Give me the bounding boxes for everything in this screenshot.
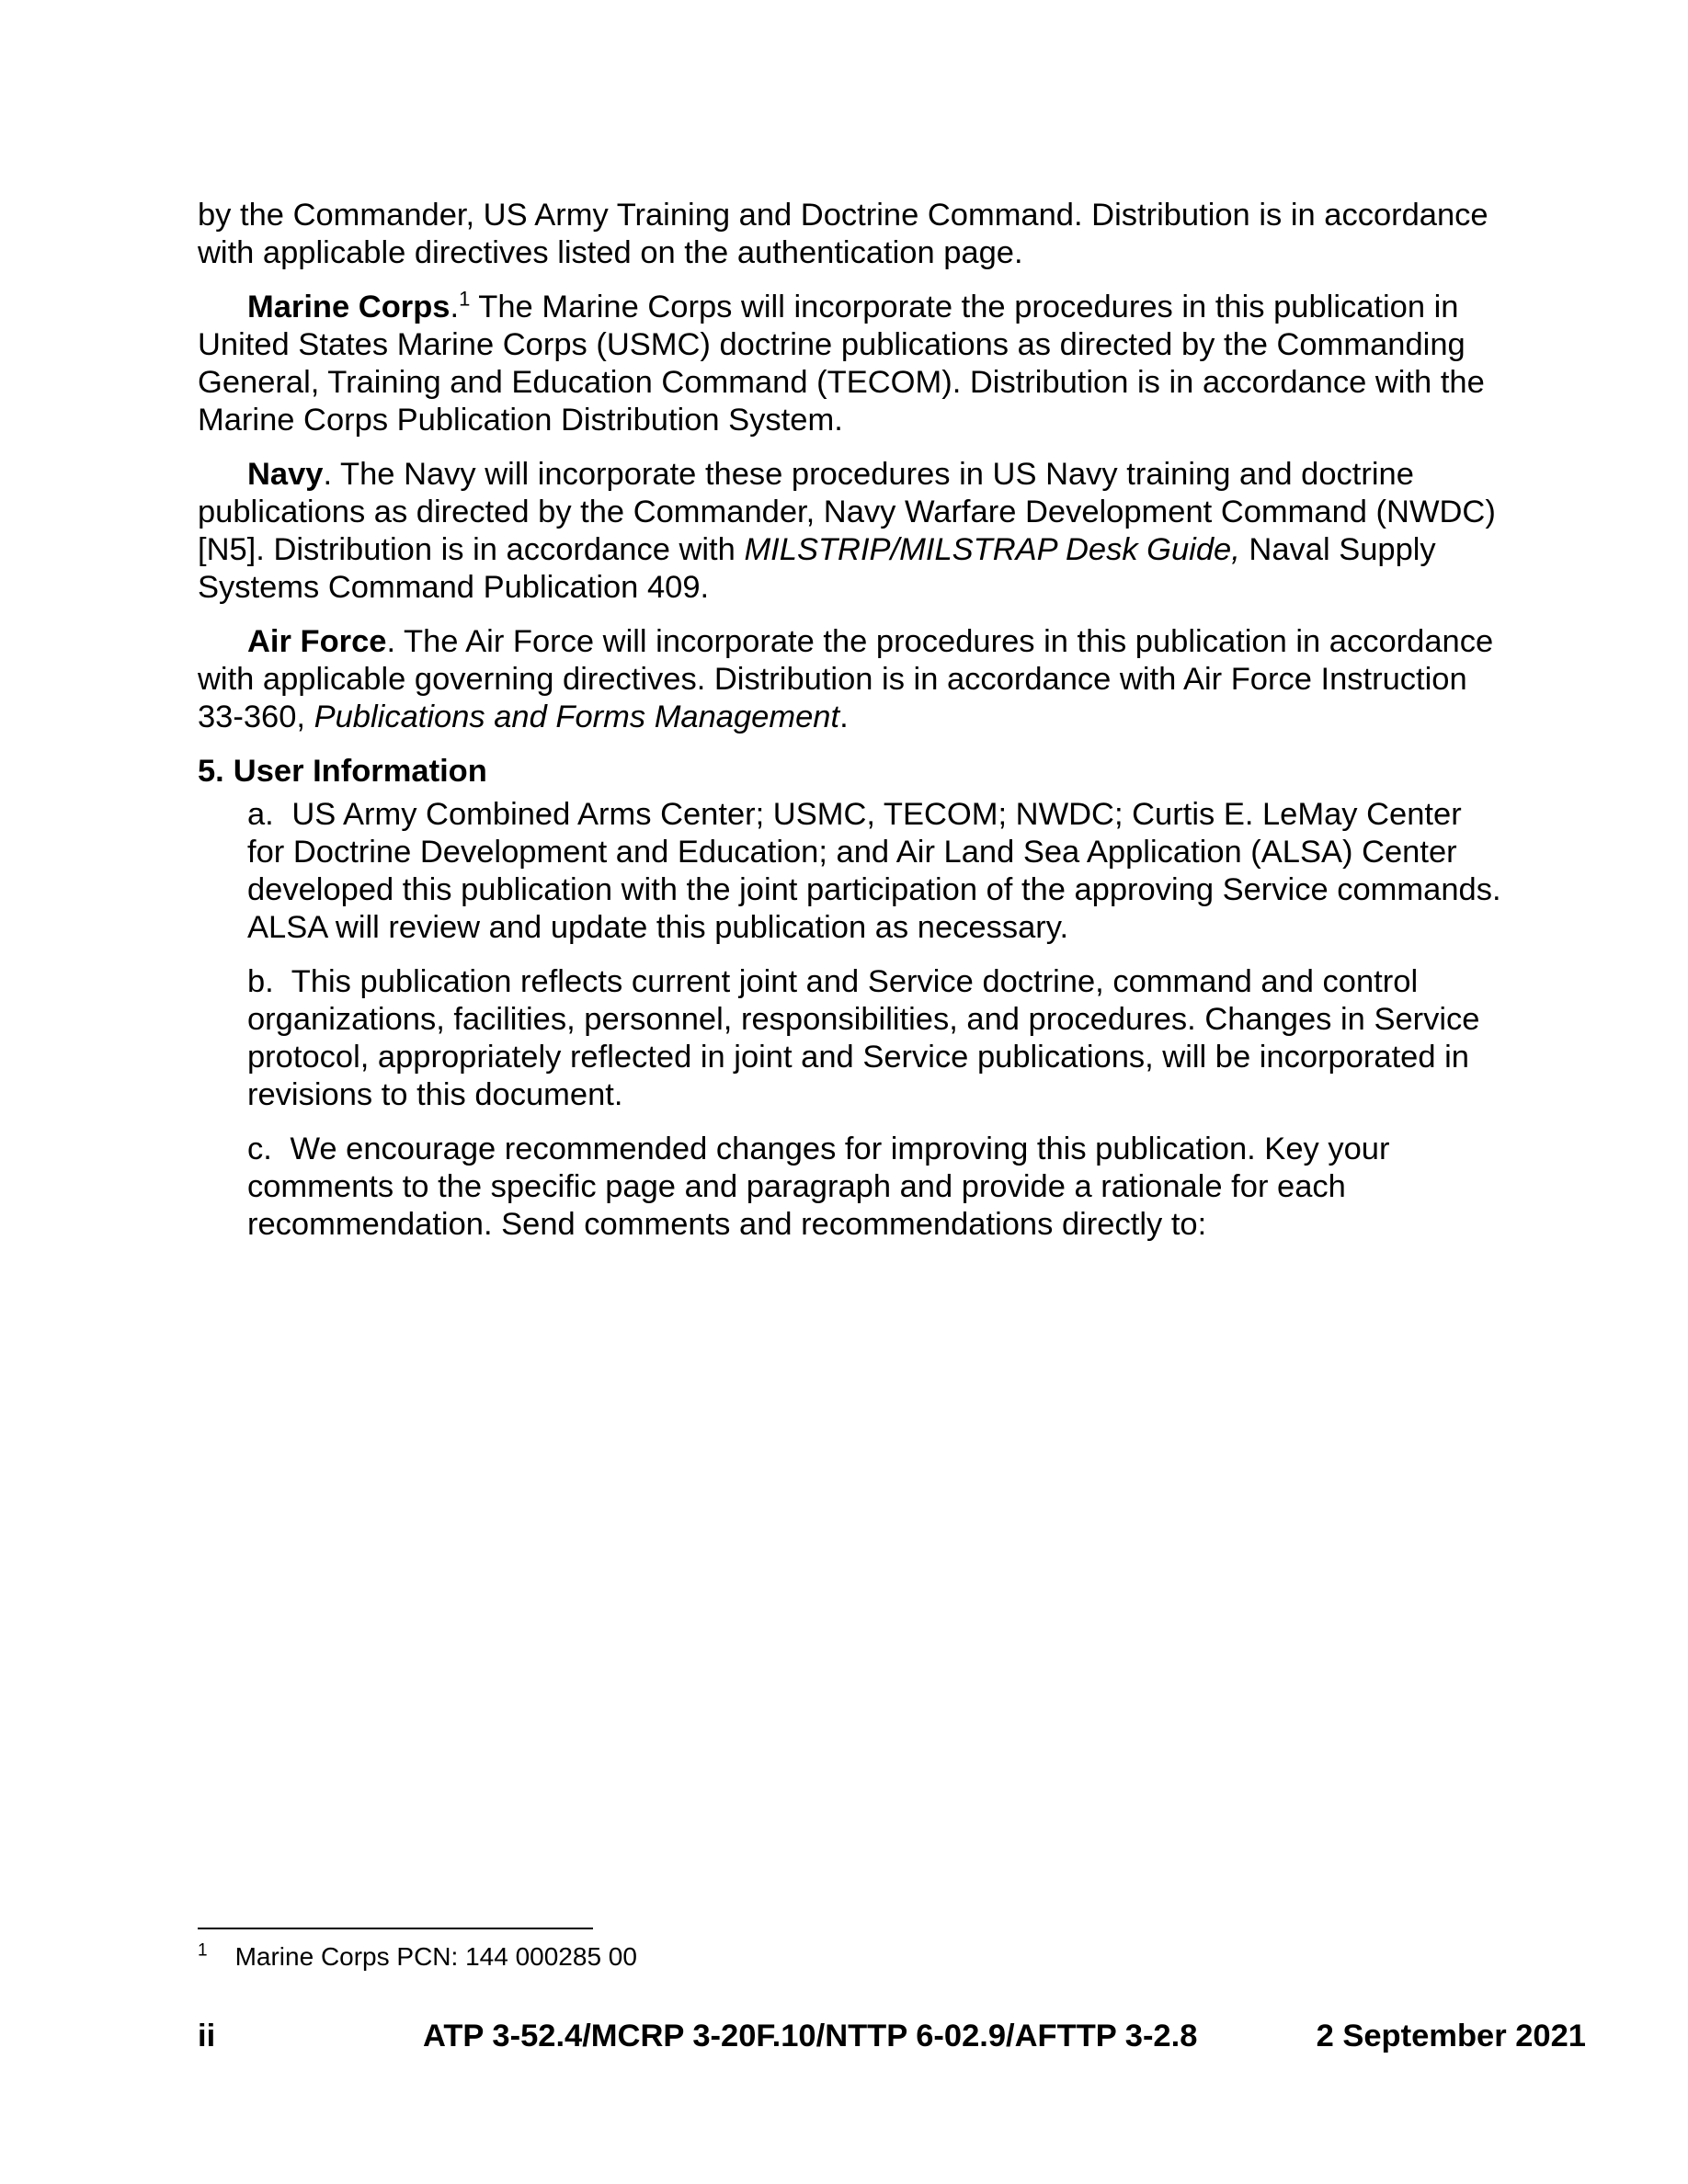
page-footer: [198, 2016, 1586, 2056]
navy-paragraph: Navy. The Navy will incorporate these procedures in US Navy training and doctrine publications as directed by the Commander, Navy Warfare Development Command (NWDC) [N5]. Distribution is in accordance with MILSTRIP/MILSTRAP Desk Guide, Naval Supply Systems Command Publication 409.: [198, 457, 1496, 605]
publication-date: 2 September 2021: [1316, 2019, 1586, 2053]
item-label: b.: [247, 964, 274, 999]
item-label: a.: [247, 797, 274, 832]
marine-corps-text: The Marine Corps will incorporate the procedures in this publication in United States Marine Corps (USMC) doctrine publications as directed by the Commanding General, Training and Education Command (TECOM). Distribution is in accordance with the Marine Corps Publication Distribution System.: [198, 290, 1485, 438]
air-force-paragraph: Air Force. The Air Force will incorporate the procedures in this publication in accordance with applicable governing directives. Distribution is in accordance with Air Force Instruction 33-360, Publications and Forms Management.: [198, 624, 1494, 734]
footnote-mark: 1: [198, 1940, 208, 1961]
marine-corps-paragraph: Marine Corps.$^1$ The Marine Corps will incorporate the procedures in this publication in United States Marine Corps (USMC) doctrine publications as directed by the Commanding General, Training and Education Command (TECOM). Distribution is in accordance with the Marine Corps Publication Distribution System.: [198, 287, 1485, 438]
navy-italic-title: MILSTRIP/MILSTRAP Desk Guide,: [744, 532, 1240, 567]
item-label: c.: [247, 1132, 272, 1166]
user-info-item-a: [247, 796, 1503, 947]
section-number: 5.: [198, 754, 224, 789]
footnote-divider: [198, 1928, 593, 1929]
item-text: This publication reflects current joint and Service doctrine, command and control organizations, facilities, personnel, responsibilities, and procedures. Changes in Service protocol, appropriately reflected in joint and Service publications, will be incorporated in revisions to this document.: [247, 964, 1480, 1112]
item-text: US Army Combined Arms Center; USMC, TECOM; NWDC; Curtis E. LeMay Center for Doctrine Development and Education; and Air Land Sea Application (ALSA) Center developed this publication with the joint participation of the approving Service commands. ALSA will review and update this publication as necessary.: [247, 797, 1501, 945]
footnote: [198, 1941, 637, 1973]
page-number: ii: [198, 2019, 216, 2053]
user-info-item-b: [247, 963, 1503, 1114]
navy-text: The Navy will incorporate these procedures in US Navy training and doctrine publications as directed by the Commander, Navy Warfare Development Command (NWDC) [N5]. Distribution is in accordance with: [198, 457, 1496, 567]
intro-paragraph: by the Commander, US Army Training and Doctrine Command. Distribution is in accordance with applicable directives listed on the authentication page.: [198, 198, 1488, 270]
air-force-italic-title: Publications and Forms Management: [314, 700, 840, 734]
section-heading: [198, 753, 1503, 791]
section-title: User Information: [233, 754, 487, 789]
marine-corps-label: Marine Corps: [247, 290, 451, 324]
page-body: [198, 197, 1503, 1260]
air-force-text: The Air Force will incorporate the procedures in this publication in accordance with applicable governing directives. Distribution is in accordance with Air Force Instruction 33-360,: [198, 624, 1494, 734]
document-id: ATP 3-52.4/MCRP 3-20F.10/NTTP 6-02.9/AFTTP 3-2.8: [423, 2019, 1198, 2053]
footnote-text: Marine Corps PCN: 144 000285 00: [234, 1942, 637, 1971]
user-info-item-c: [247, 1131, 1503, 1244]
air-force-label: Air Force: [247, 624, 387, 659]
navy-text-end: Naval Supply Systems Command Publication 409.: [198, 532, 1436, 605]
navy-label: Navy: [247, 457, 324, 492]
item-text: We encourage recommended changes for improving this publication. Key your comments to the specific page and paragraph and provide a rationale for each recommendation. Send comments and recommendations directly to:: [247, 1132, 1390, 1242]
footnote-ref[interactable]: 1: [459, 287, 471, 311]
